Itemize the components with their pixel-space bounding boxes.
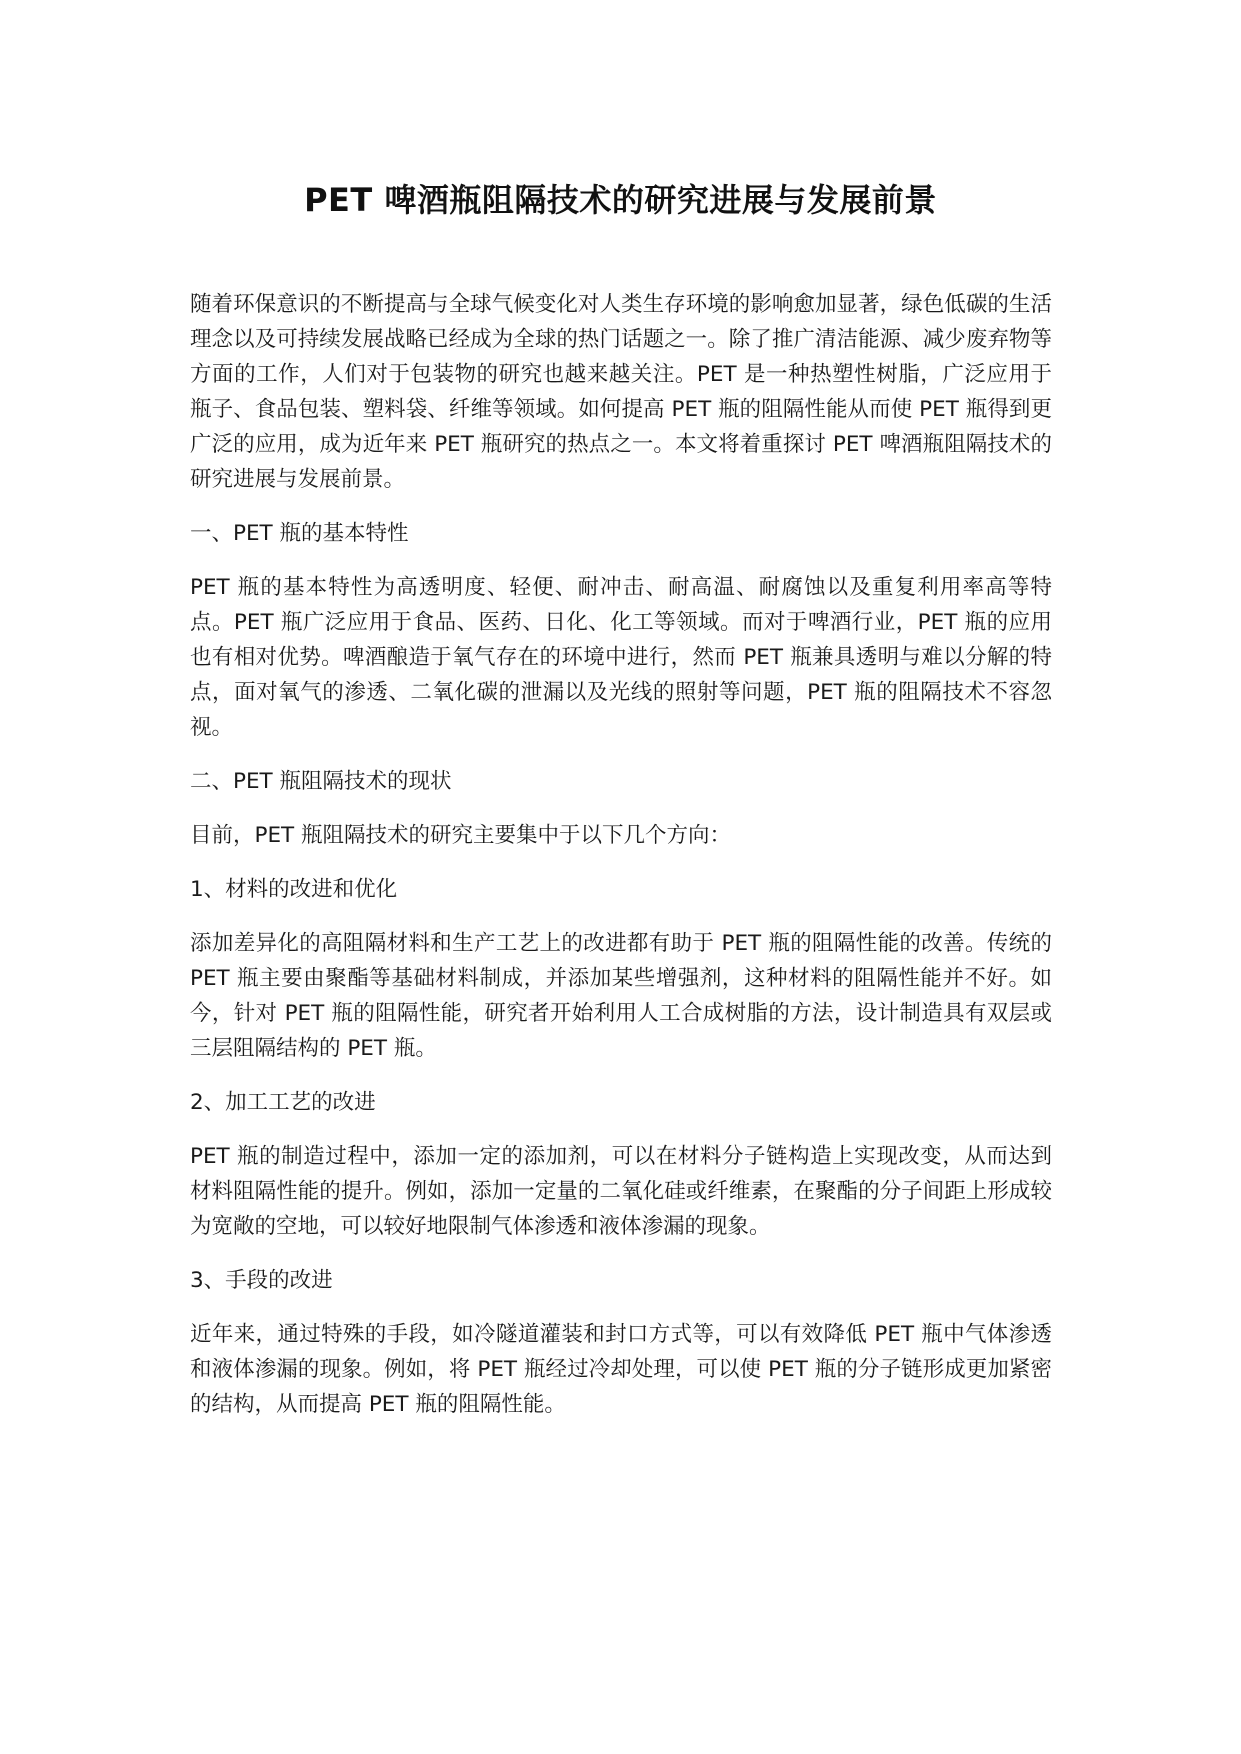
subsection-2-paragraph: PET 瓶的制造过程中，添加一定的添加剂，可以在材料分子链构造上实现改变，从而达到材料阻隔性能的提升。例如，添加一定量的二氧化硅或纤维素，在聚酯的分子间距上形成较为宽敞的空地，可以较好地限制气体渗透和液体渗漏的现象。 — [190, 1144, 1052, 1239]
subsection-1-paragraph: 添加差异化的高阻隔材料和生产工艺上的改进都有助于 PET 瓶的阻隔性能的改善。传统的 PET 瓶主要由聚酯等基础材料制成，并添加某些增强剂，这种材料的阻隔性能并不好。如今，针对 PET 瓶的阻隔性能，研究者开始利用人工合成树脂的方法，设计制造具有双层或三层阻隔结构的 PET 瓶。 — [190, 931, 1052, 1061]
subsection-3-paragraph: 近年来，通过特殊的手段，如冷隧道灌装和封口方式等，可以有效降低 PET 瓶中气体渗透和液体渗漏的现象。例如，将 PET 瓶经过冷却处理，可以使 PET 瓶的分子链形成更加紧密的结构，从而提高 PET 瓶的阻隔性能。 — [190, 1322, 1052, 1417]
section-1-paragraph: PET 瓶的基本特性为高透明度、轻便、耐冲击、耐高温、耐腐蚀以及重复利用率高等特点。PET 瓶广泛应用于食品、医药、日化、化工等领域。而对于啤酒行业，PET 瓶的应用也有相对优势。啤酒酿造于氧气存在的环境中进行，然而 PET 瓶兼具透明与难以分解的特点，面对氧气的渗透、二氧化碳的泄漏以及光线的照射等问题，PET 瓶的阻隔技术不容忽视。 — [190, 575, 1052, 740]
subsection-3-heading: 3、手段的改进 — [190, 1268, 333, 1293]
subsection-1-heading: 1、材料的改进和优化 — [190, 877, 398, 902]
document-title: PET 啤酒瓶阻隔技术的研究进展与发展前景 — [304, 181, 937, 219]
document-body — [190, 287, 1052, 1441]
section-1-heading: 一、PET 瓶的基本特性 — [190, 521, 409, 546]
section-2-heading: 二、PET 瓶阻隔技术的现状 — [190, 769, 452, 794]
subsection-2-heading: 2、加工工艺的改进 — [190, 1090, 376, 1115]
intro-paragraph: 随着环保意识的不断提高与全球气候变化对人类生存环境的影响愈加显著，绿色低碳的生活理念以及可持续发展战略已经成为全球的热门话题之一。除了推广清洁能源、减少废弃物等方面的工作，人们对于包装物的研究也越来越关注。PET 是一种热塑性树脂，广泛应用于瓶子、食品包装、塑料袋、纤维等领域。如何提高 PET 瓶的阻隔性能从而使 PET 瓶得到更广泛的应用，成为近年来 PET 瓶研究的热点之一。本文将着重探讨 PET 啤酒瓶阻隔技术的研究进展与发展前景。 — [190, 292, 1052, 492]
section-2-intro: 目前，PET 瓶阻隔技术的研究主要集中于以下几个方向： — [190, 823, 732, 848]
